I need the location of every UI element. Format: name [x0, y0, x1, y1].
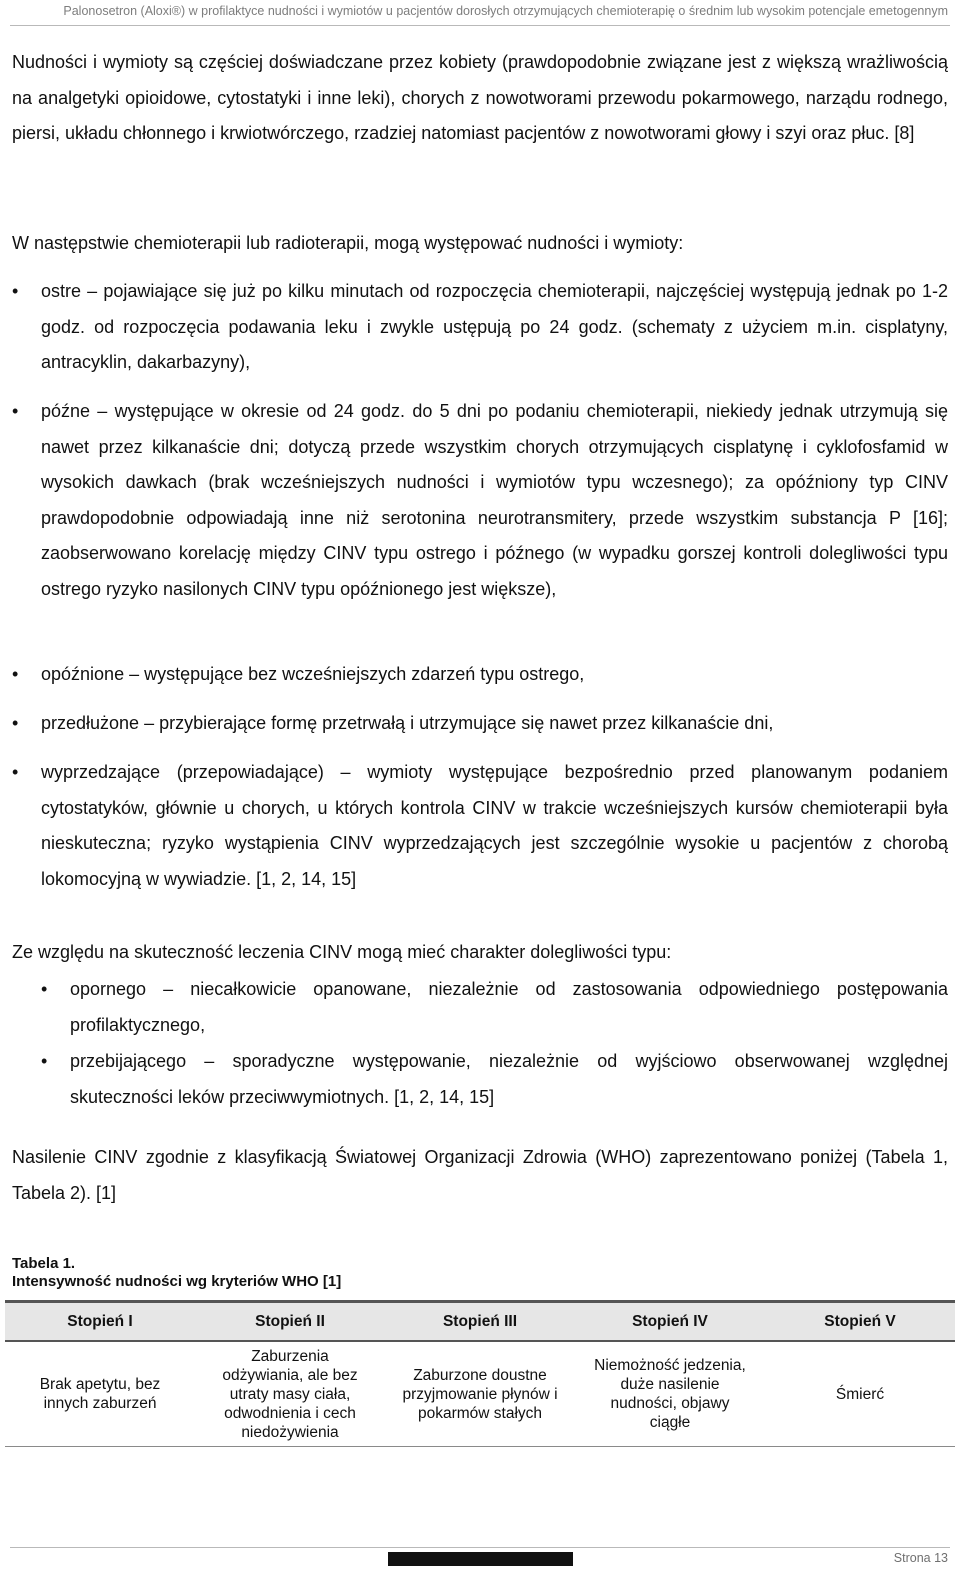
paragraph-cinv-types-intro: W następstwie chemioterapii lub radioterapii, mogą występować nudności i wymioty:: [12, 233, 684, 253]
redaction-bar: [388, 1552, 573, 1566]
running-header: Palonosetron (Aloxi®) w profilaktyce nudności i wymiotów u pacjentów dorosłych otrzymujących chemioterapię o średnim lub wysokim potencjale emetogennym: [63, 4, 948, 18]
list-item-text: przebijającego – sporadyczne występowanie, niezależnie od wyjściowo obserwowanej względnej skuteczności leków przeciwwymiotnych. [1, 2, 14, 15]: [70, 1051, 948, 1107]
bullet: •: [12, 762, 19, 782]
table-header-cell: Stopień I: [5, 1302, 195, 1342]
list-item-text: opornego – niecałkowicie opanowane, niezależnie od zastosowania odpowiedniego postępowania profilaktycznego,: [70, 979, 948, 1035]
table-label: Tabela 1.: [12, 1255, 76, 1272]
table-cell: Śmierć: [765, 1341, 955, 1447]
list-item-text: ostre – pojawiające się już po kilku minutach od rozpoczęcia chemioterapii, najczęściej występują jednak po 1-2 godz. od rozpoczęcia podawania leku i zwykle ustępują po 24 godz. (schematy z użyciem m.in. cisplatyny, antracyklin, dakarbazyny),: [41, 281, 948, 373]
table-title: Intensywność nudności wg kryteriów WHO [1]: [12, 1273, 342, 1290]
table-header-cell: Stopień V: [765, 1302, 955, 1342]
table-cell: Brak apetytu, bez innych zaburzeń: [5, 1341, 195, 1447]
table-header-cell: Stopień IV: [575, 1302, 765, 1342]
table-cell: Niemożność jedzenia, duże nasilenie nudności, objawy ciągłe: [575, 1341, 765, 1447]
bullet: •: [41, 979, 48, 999]
table-header-cell: Stopień III: [385, 1302, 575, 1342]
paragraph-who-intro: Nasilenie CINV zgodnie z klasyfikacją Światowej Organizacji Zdrowia (WHO) zaprezentowano poniżej (Tabela 1, Tabela 2). [1]: [12, 1147, 948, 1203]
paragraph-treatment-efficacy-intro: Ze względu na skuteczność leczenia CINV mogą mieć charakter dolegliwości typu:: [12, 942, 672, 962]
bullet: •: [12, 281, 19, 301]
list-item-text: opóźnione – występujące bez wcześniejszych zdarzeń typu ostrego,: [41, 664, 585, 684]
bullet: •: [12, 401, 19, 421]
page-number: Strona 13: [893, 1551, 948, 1565]
who-nausea-table: [5, 1300, 955, 1447]
table-header-cell: Stopień II: [195, 1302, 385, 1342]
table-cell: Zaburzone doustne przyjmowanie płynów i pokarmów stałych: [385, 1341, 575, 1447]
header-divider: [10, 25, 950, 26]
table-row: [5, 1341, 955, 1447]
table-header-row: [5, 1302, 955, 1342]
bullet: •: [12, 664, 19, 684]
bullet: •: [41, 1051, 48, 1071]
paragraph-risk-groups: Nudności i wymioty są częściej doświadczane przez kobiety (prawdopodobnie związane jest z większą wrażliwością na analgetyki opioidowe, cytostatyki i inne leki), chorych z nowotworami przewodu pokarmowego, narządu rodnego, piersi, układu chłonnego i krwiotwórczego, rzadziej natomiast pacjentów z nowotworami głowy i szyi oraz płuc. [8]: [12, 52, 948, 144]
list-item-text: późne – występujące w okresie od 24 godz. do 5 dni po podaniu chemioterapii, niekiedy jednak utrzymują się nawet przez kilkanaście dni; dotyczą przede wszystkim chorych otrzymujących cisplatynę i cyklofosfamid w wysokich dawkach (brak wcześniejszych nudności i wymiotów typu wczesnego); za opóźniony typ CINV prawdopodobnie odpowiadają inne niż serotonina neurotransmitery, przede wszystkim substancja P [16]; zaobserwowano korelację między CINV typu ostrego i późnego (w wypadku gorszej kontroli dolegliwości typu ostrego ryzyko nasilonych CINV typu opóźnionego jest większe),: [41, 401, 948, 599]
footer-divider: [10, 1547, 950, 1548]
bullet: •: [12, 713, 19, 733]
table-cell: Zaburzenia odżywiania, ale bez utraty masy ciała, odwodnienia i cech niedożywienia: [195, 1341, 385, 1447]
list-item-text: wyprzedzające (przepowiadające) – wymioty występujące bezpośrednio przed planowanym podaniem cytostatyków, głównie u chorych, u których kontrola CINV w trakcie wcześniejszych kursów chemioterapii była nieskuteczna; ryzyko wystąpienia CINV wyprzedzających jest szczególnie wysokie u pacjentów z chorobą lokomocyjną w wywiadzie. [1, 2, 14, 15]: [41, 762, 948, 889]
list-item-text: przedłużone – przybierające formę przetrwałą i utrzymujące się nawet przez kilkanaście dni,: [41, 713, 774, 733]
